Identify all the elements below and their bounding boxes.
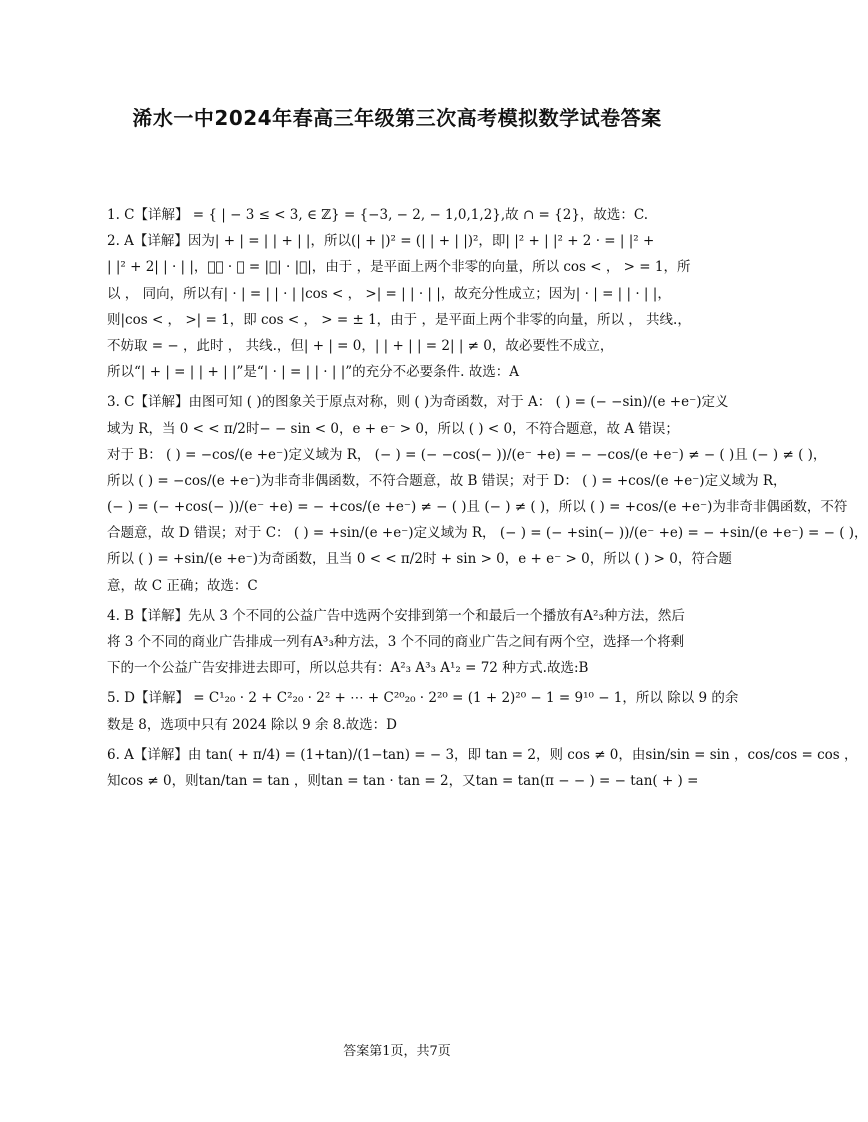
- answer-line: 1. C【详解】 = { | − 3 ≤ < 3, ∈ ℤ} = {−3, − 2, − 1,0,1,2},故 ∩ = {2}，故选：C.: [107, 207, 649, 223]
- page-footer: 答案第1页，共7页: [343, 1044, 451, 1059]
- answer-line: 3. C【详解】由图可知 ( )的图象关于原点对称，则 ( )为奇函数，对于 A： ( ) = (− −sin)/(e +e⁻)定义: [107, 394, 729, 411]
- page-title: 浠水一中2024年春高三年级第三次高考模拟数学试卷答案: [132, 106, 662, 130]
- answer-line: 2. A【详解】因为| + | = | | + | |，所以(| + |)² = (| | + | |)²，即| |² + | |² + 2 · = | |² +: [107, 233, 655, 250]
- answer-line: 合题意，故 D 错误；对于 C： ( ) = +sin/(e +e⁻)定义域为 R， (− ) = (− +sin(− ))/(e⁻ +e) = − +sin/(e +e⁻) = − ( )，: [107, 525, 868, 542]
- answer-line: 以 ， 同向，所以有| · | = | | · | |cos < ， >| = | | · | |，故充分性成立；因为| · | = | | · | |，: [107, 285, 671, 302]
- answer-line: 则|cos < ， >| = 1，即 cos < ， > = ± 1，由于 ，是平面上两个非零的向量，所以 ， 共线.，: [107, 311, 691, 328]
- answer-line: 所以“| + | = | | + | |”是“| · | = | | · | |”的充分不必要条件. 故选：A: [107, 364, 520, 381]
- answer-line: 对于 B： ( ) = −cos/(e +e⁻)定义域为 R， (− ) = (− −cos(− ))/(e⁻ +e) = − −cos/(e +e⁻) ≠ − ( )且 (− ) ≠ ( )，: [107, 446, 827, 463]
- answer-body: [107, 202, 868, 794]
- answer-line: 所以 ( ) = −cos/(e +e⁻)为非奇非偶函数，不符合题意，故 B 错误；对于 D： ( ) = +cos/(e +e⁻)定义域为 R，: [107, 472, 787, 489]
- answer-line: 将 3 个不同的商业广告排成一列有A³₃种方法，3 个不同的商业广告之间有两个空，选择一个将剩: [107, 634, 685, 650]
- answer-line: 数是 8，选项中只有 2024 除以 9 余 8.故选：D: [107, 716, 397, 733]
- answer-line: 不妨取 = − ，此时 ， 共线.，但| + | = 0，| | + | | = 2| | ≠ 0，故必要性不成立，: [107, 337, 614, 354]
- answer-line: 域为 R，当 0 < < π/2时− − sin < 0，e + e⁻ > 0，所以 ( ) < 0，不符合题意，故 A 错误；: [107, 420, 679, 437]
- answer-line: 所以 ( ) = +sin/(e +e⁻)为奇函数，且当 0 < < π/2时 + sin > 0，e + e⁻ > 0，所以 ( ) > 0，符合题: [107, 551, 732, 568]
- answer-line: | |² + 2| | · | |，即⃗ · ⃗ = |⃗| · |⃗|，由于 ，是平面上两个非零的向量，所以 cos < ， > = 1，所: [107, 259, 691, 276]
- answer-line: 下的一个公益广告安排进去即可，所以总共有：A²₃ A³₃ A¹₂ = 72 种方式.故选:B: [107, 660, 589, 677]
- answer-line: 6. A【详解】由 tan( + π/4) = (1+tan)/(1−tan) = − 3，即 tan = 2，则 cos ≠ 0，由sin/sin = sin ，cos/cos = cos ，: [107, 746, 858, 763]
- answer-line: (− ) = (− +cos(− ))/(e⁻ +e) = − +cos/(e +e⁻) ≠ − ( )且 (− ) ≠ ( )，所以 ( ) = +cos/(e +e⁻)为非奇非偶函数，不符: [107, 499, 848, 516]
- answer-line: 知cos ≠ 0，则tan/tan = tan ，则tan = tan · tan = 2，又tan = tan(π − − ) = − tan( + ) =: [107, 772, 699, 789]
- answer-line: 5. D【详解】 = C¹₂₀ · 2 + C²₂₀ · 2² + ⋯ + C²⁰₂₀ · 2²⁰ = (1 + 2)²⁰ − 1 = 9¹⁰ − 1，所以 除以 9 的余: [107, 690, 739, 707]
- answer-line: 4. B【详解】先从 3 个不同的公益广告中选两个安排到第一个和最后一个播放有A²₃种方法，然后: [107, 607, 685, 624]
- answer-line: 意，故 C 正确；故选：C: [107, 577, 258, 594]
